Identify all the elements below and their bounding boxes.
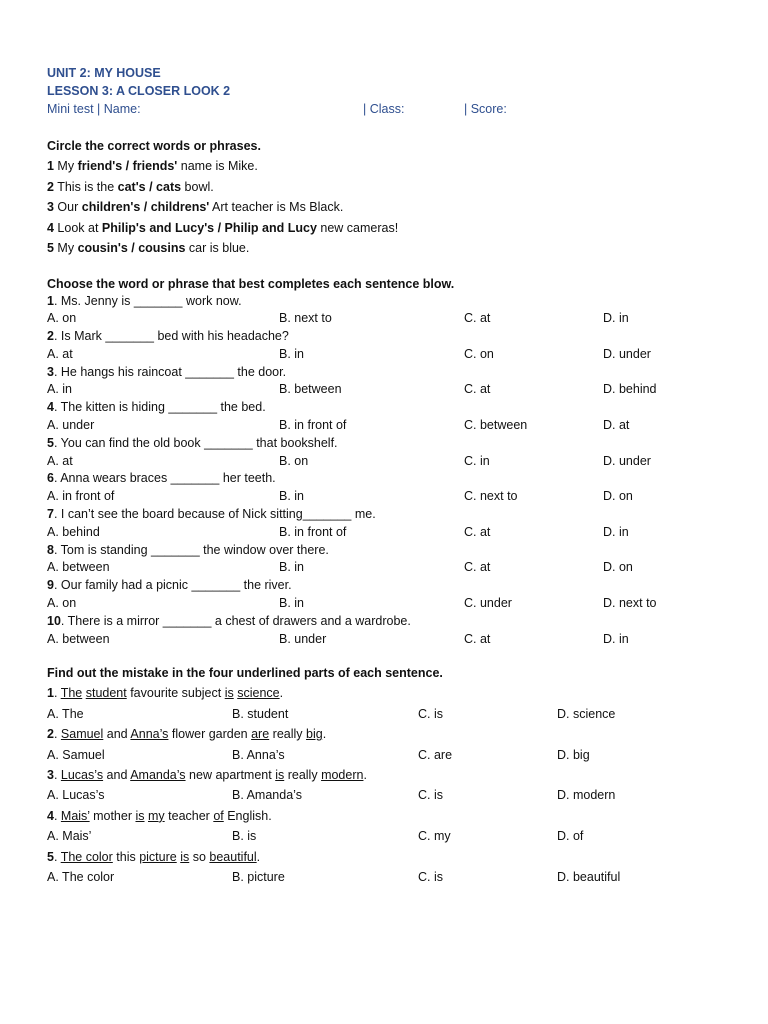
question-1: 1. Ms. Jenny is _______ work now. xyxy=(47,293,242,308)
option-c[interactable]: C. is xyxy=(418,706,443,721)
option-c[interactable]: C. at xyxy=(464,524,491,539)
mini-test-line xyxy=(47,100,727,118)
option-c[interactable]: C. is xyxy=(418,870,443,885)
option-c[interactable]: C. are xyxy=(418,747,453,762)
underlined-part: are xyxy=(251,727,270,742)
option-a[interactable]: A. between xyxy=(47,631,110,646)
part1-item: 5 My cousin's / cousins car is blue. xyxy=(47,241,250,255)
worksheet xyxy=(47,64,727,887)
option-b[interactable]: B. under xyxy=(279,631,327,646)
underlined-part: is xyxy=(135,808,145,823)
options-row xyxy=(47,867,727,887)
option-b[interactable]: B. is xyxy=(232,829,257,844)
question-6: 6. Anna wears braces _______ her teeth. xyxy=(47,471,276,486)
options-row xyxy=(47,417,727,435)
option-c[interactable]: C. under xyxy=(464,596,512,611)
option-a[interactable]: A. Lucas’s xyxy=(47,788,105,803)
underlined-part: modern xyxy=(321,768,364,783)
question-5: 5. You can find the old book _______ that bookshelf. xyxy=(47,435,338,450)
mistake-question-4: 4. Mais’ mother is my teacher of English. xyxy=(47,808,272,823)
option-c[interactable]: C. in xyxy=(464,453,490,468)
underlined-part: beautiful xyxy=(209,849,257,864)
options-row xyxy=(47,631,727,649)
option-d[interactable]: D. in xyxy=(603,311,629,326)
option-c[interactable]: C. between xyxy=(464,418,528,433)
option-a[interactable]: A. at xyxy=(47,453,73,468)
option-b[interactable]: B. picture xyxy=(232,870,285,885)
underlined-part: Amanda’s xyxy=(130,768,186,783)
part1-item: 2 This is the cat's / cats bowl. xyxy=(47,179,214,194)
option-c[interactable]: C. at xyxy=(464,311,491,326)
part2-title: Choose the word or phrase that best completes each sentence blow. xyxy=(47,276,455,291)
name-label: Mini test | Name: xyxy=(47,102,141,116)
option-a[interactable]: A. in front of xyxy=(47,489,115,504)
option-d[interactable]: D. next to xyxy=(603,596,657,611)
options-row xyxy=(47,524,727,542)
option-c[interactable]: C. at xyxy=(464,382,491,397)
score-label: | Score: xyxy=(464,102,507,116)
part1-item: 3 Our children's / childrens' Art teacher is Ms Black. xyxy=(47,200,344,214)
part1-list xyxy=(47,156,727,259)
underlined-part: big xyxy=(306,727,323,742)
option-b[interactable]: B. student xyxy=(232,706,289,721)
underlined-part: Anna’s xyxy=(130,727,169,742)
question-3: 3. He hangs his raincoat _______ the door. xyxy=(47,364,287,379)
option-b[interactable]: B. in xyxy=(279,596,305,611)
options-row xyxy=(47,785,727,805)
option-a[interactable]: A. between xyxy=(47,560,110,575)
mistake-question-1: 1. The student favourite subject is science. xyxy=(47,686,284,701)
options-row xyxy=(47,488,727,506)
options-row xyxy=(47,745,727,765)
option-d[interactable]: D. beautiful xyxy=(557,870,621,885)
option-b[interactable]: B. in xyxy=(279,560,305,575)
option-c[interactable]: C. next to xyxy=(464,489,518,504)
option-b[interactable]: B. next to xyxy=(279,311,332,326)
options-row xyxy=(47,310,727,328)
option-b[interactable]: B. in xyxy=(279,489,305,504)
options-row xyxy=(47,346,727,364)
option-c[interactable]: C. is xyxy=(418,788,443,803)
part1-item: 1 My friend's / friends' name is Mike. xyxy=(47,159,258,173)
option-a[interactable]: A. in xyxy=(47,382,73,397)
option-a[interactable]: A. on xyxy=(47,311,77,326)
underlined-part: The color xyxy=(60,849,113,864)
option-b[interactable]: B. on xyxy=(279,453,309,468)
options-row xyxy=(47,559,727,577)
underlined-part: The xyxy=(60,686,83,701)
underlined-part: Lucas’s xyxy=(60,768,104,783)
mistake-question-2: 2. Samuel and Anna’s flower garden are really big. xyxy=(47,727,327,742)
question-9: 9. Our family had a picnic _______ the river. xyxy=(47,578,292,593)
class-label: | Class: xyxy=(363,102,405,116)
option-d[interactable]: D. science xyxy=(557,706,616,721)
option-b[interactable]: B. between xyxy=(279,382,342,397)
options-row xyxy=(47,704,727,724)
underlined-part: my xyxy=(148,808,165,823)
option-a[interactable]: A. The xyxy=(47,706,84,721)
lesson-title: LESSON 3: A CLOSER LOOK 2 xyxy=(47,84,231,98)
option-c[interactable]: C. at xyxy=(464,631,491,646)
option-d[interactable]: D. behind xyxy=(603,382,657,397)
option-d[interactable]: D. on xyxy=(603,560,633,575)
option-d[interactable]: D. under xyxy=(603,453,651,468)
part3-title: Find out the mistake in the four underlined parts of each sentence. xyxy=(47,666,443,681)
part1-item: 4 Look at Philip's and Lucy's / Philip and Lucy new cameras! xyxy=(47,220,399,235)
underlined-part: Mais’ xyxy=(60,808,90,823)
part2-list xyxy=(47,293,727,649)
underlined-part: Samuel xyxy=(60,727,104,742)
underlined-part: is xyxy=(275,768,285,783)
mistake-question-3: 3. Lucas’s and Amanda’s new apartment is really modern. xyxy=(47,768,367,783)
option-d[interactable]: D. under xyxy=(603,346,651,361)
options-row xyxy=(47,381,727,399)
option-c[interactable]: C. at xyxy=(464,560,491,575)
option-a[interactable]: A. under xyxy=(47,418,95,433)
option-d[interactable]: D. in xyxy=(603,631,629,646)
question-8: 8. Tom is standing _______ the window over there. xyxy=(47,542,329,557)
underlined-part: science xyxy=(237,686,280,701)
option-d[interactable]: D. at xyxy=(603,418,630,433)
option-a[interactable]: A. at xyxy=(47,346,73,361)
underlined-part: is xyxy=(180,849,190,864)
option-a[interactable]: A. on xyxy=(47,596,77,611)
question-10: 10. There is a mirror _______ a chest of drawers and a wardrobe. xyxy=(47,613,411,628)
option-a[interactable]: A. The color xyxy=(47,870,115,885)
options-row xyxy=(47,595,727,613)
part3-list xyxy=(47,683,727,887)
underlined-part: of xyxy=(213,808,224,823)
option-a[interactable]: A. Mais’ xyxy=(47,829,92,844)
question-4: 4. The kitten is hiding _______ the bed. xyxy=(47,400,266,415)
underlined-part: picture xyxy=(139,849,177,864)
option-d[interactable]: D. of xyxy=(557,829,584,844)
options-row xyxy=(47,826,727,846)
option-d[interactable]: D. big xyxy=(557,747,590,762)
part1-title: Circle the correct words or phrases. xyxy=(47,139,261,153)
option-b[interactable]: B. Anna’s xyxy=(232,747,285,762)
option-a[interactable]: A. Samuel xyxy=(47,747,105,762)
option-c[interactable]: C. on xyxy=(464,346,494,361)
underlined-part: is xyxy=(224,686,234,701)
option-a[interactable]: A. behind xyxy=(47,524,100,539)
option-d[interactable]: D. in xyxy=(603,524,629,539)
option-d[interactable]: D. on xyxy=(603,489,633,504)
option-b[interactable]: B. in xyxy=(279,346,305,361)
options-row xyxy=(47,453,727,471)
unit-title: UNIT 2: MY HOUSE xyxy=(47,66,161,80)
option-c[interactable]: C. my xyxy=(418,829,451,844)
underlined-part: student xyxy=(85,686,127,701)
option-b[interactable]: B. in front of xyxy=(279,524,347,539)
option-d[interactable]: D. modern xyxy=(557,788,616,803)
question-7: 7. I can’t see the board because of Nick sitting_______ me. xyxy=(47,507,376,522)
option-b[interactable]: B. in front of xyxy=(279,418,347,433)
question-2: 2. Is Mark _______ bed with his headache? xyxy=(47,329,289,344)
option-b[interactable]: B. Amanda’s xyxy=(232,788,302,803)
mistake-question-5: 5. The color this picture is so beautiful. xyxy=(47,849,261,864)
